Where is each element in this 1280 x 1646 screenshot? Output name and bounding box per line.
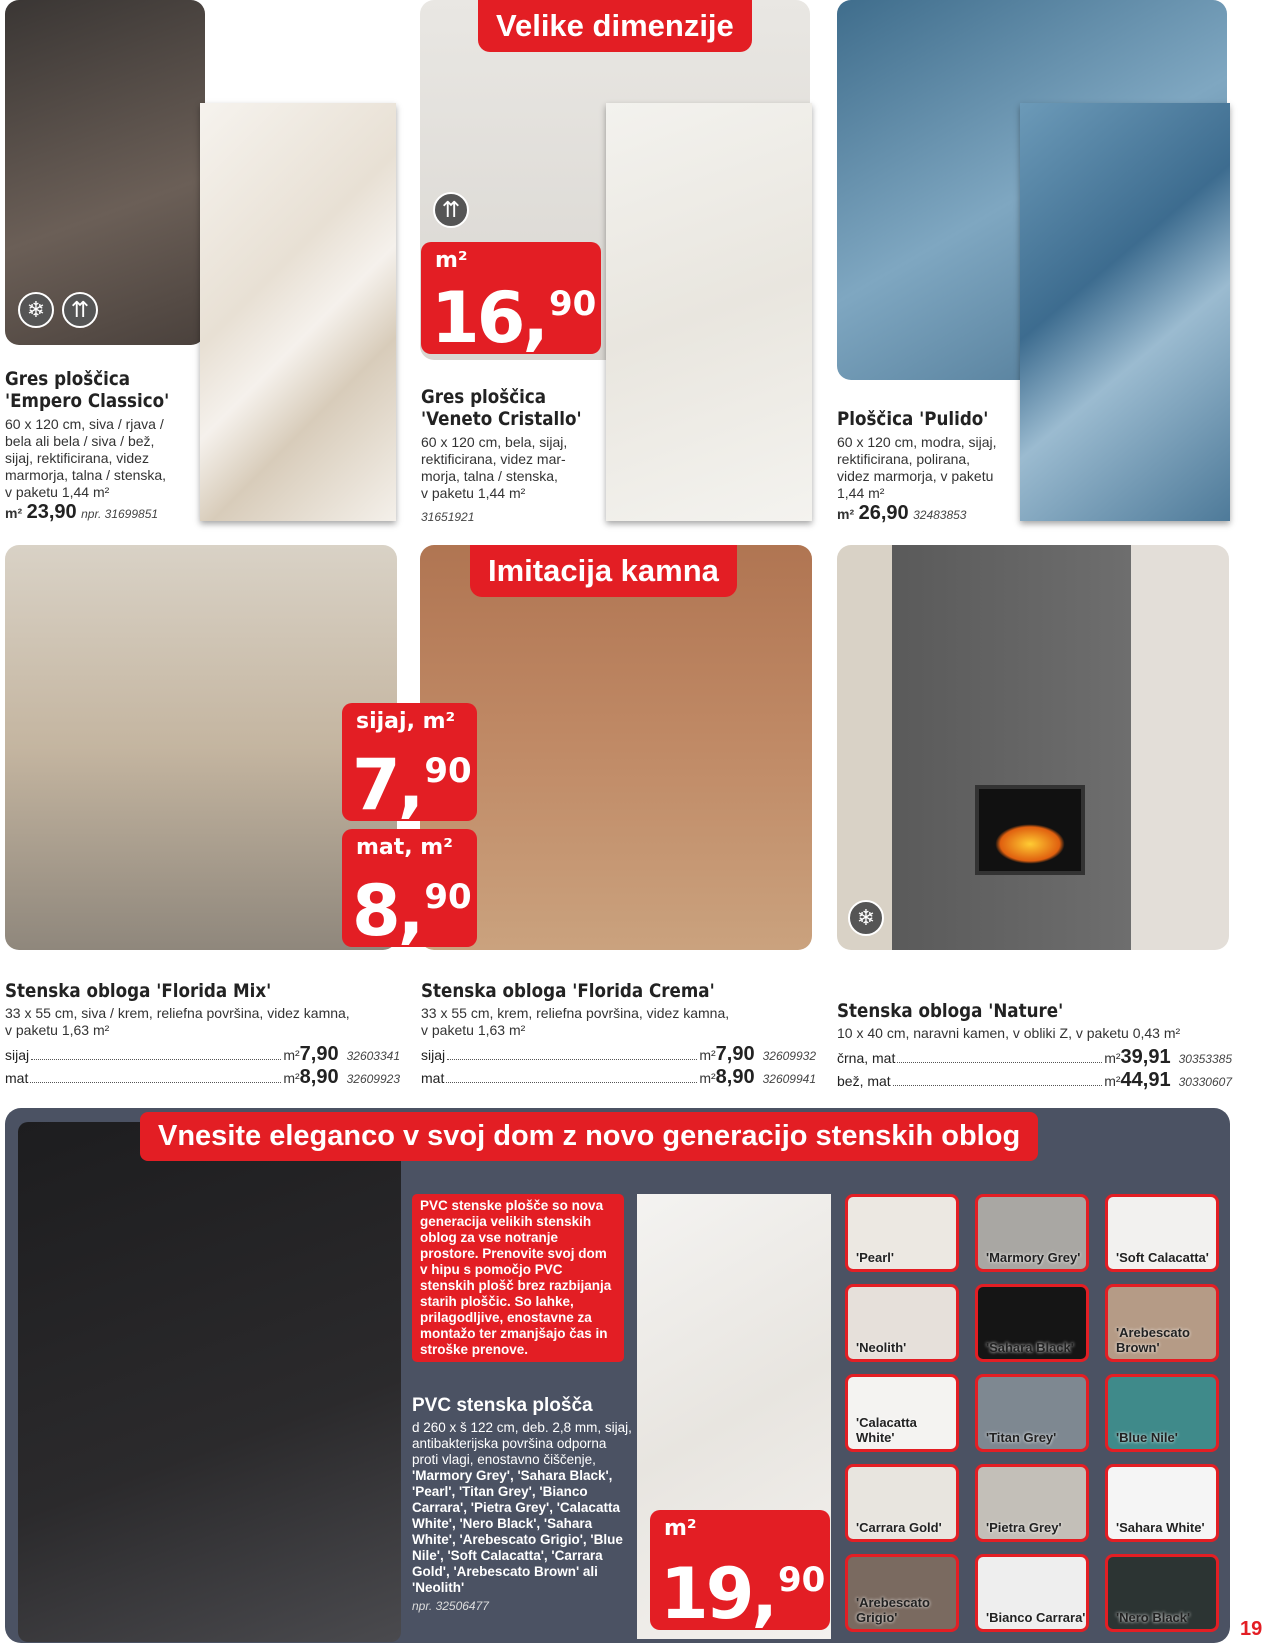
swatch-soft-calacatta: 'Soft Calacatta' [1105, 1194, 1219, 1272]
swatch-nero-black: 'Nero Black' [1105, 1554, 1219, 1632]
nature-image [837, 545, 1229, 950]
product-empero: Gres ploščica 'Empero Classico' 60 x 120 cm, siva / rjava / bela ali bela / siva / bež, sijaj, rektificirana, videz marmorja, talna / stenska, v paketu 1,44 m² m² 23,90 npr. 31699851 [5, 368, 170, 523]
snowflake-icon: ❄ [848, 900, 884, 936]
empero-tile-image [200, 103, 396, 521]
swatch-marmory-grey: 'Marmory Grey' [975, 1194, 1089, 1272]
product-pulido: Ploščica 'Pulido' 60 x 120 cm, modra, sijaj, rektificirana, polirana, videz marmorja, v paketu 1,44 m² m² 26,90 32483853 [837, 408, 997, 524]
variant-row: sijaj m² 7,90 32603341 [5, 1043, 400, 1065]
swatch-sahara-black: 'Sahara Black' [975, 1284, 1089, 1362]
variant-row: črna, mat m² 39,91 30353385 [837, 1046, 1232, 1068]
florida-crema-image [420, 545, 812, 950]
product-nature: Stenska obloga 'Nature' 10 x 40 cm, naravni kamen, v obliki Z, v paketu 0,43 m² črna, mat m² 39,91 30353385 bež, mat m² 44,91 30330607 [837, 1000, 1232, 1091]
panel-intro: PVC stenske plošče so nova generacija velikih stenskih oblog za vse notranje prostore. Prenovite svoj dom v hipu s pomočjo PVC stenskih plošč brez razbijanja starih ploščic. So lahke, prilagodljive, enostavne za montažo ter zmanjšajo čas in stroške prenove. [412, 1194, 624, 1362]
pulido-tile-image [1020, 103, 1230, 521]
swatch-arebescato-grigio: 'Arebescato Grigio' [845, 1554, 959, 1632]
product-florida-mix: Stenska obloga 'Florida Mix' 33 x 55 cm, siva / krem, reliefna površina, videz kamna, v paketu 1,63 m² sijaj m² 7,90 32603341 mat m² 8,90 32609923 [5, 980, 400, 1088]
panel-product: PVC stenska plošča d 260 x š 122 cm, deb. 2,8 mm, sijaj, antibakterijska površina odporna proti vlagi, enostavno čiščenje, 'Marmory Grey', 'Sahara Black', 'Pearl', 'Titan Grey', 'Bianco Carrara', 'Pietra Grey', 'Calacatta White', 'Nero Black', 'Sahara White', 'Arebescato Grigio', 'Blue Nile', 'Soft Calacatta', 'Carrara Gold', 'Arebescato Brown' ali 'Neolith' npr. 32506477 [412, 1395, 632, 1613]
price-badge-mat: mat, m² 8, 90 [342, 829, 477, 947]
swatch-neolith: 'Neolith' [845, 1284, 959, 1362]
swatch-calacatta-white: 'Calacatta White' [845, 1374, 959, 1452]
swatch-blue-nile: 'Blue Nile' [1105, 1374, 1219, 1452]
swatch-bianco-carrara: 'Bianco Carrara' [975, 1554, 1089, 1632]
variant-row: mat m² 8,90 32609923 [5, 1066, 400, 1088]
bathroom-image [18, 1122, 401, 1642]
variant-row: mat m² 8,90 32609941 [421, 1066, 816, 1088]
swatch-sahara-white: 'Sahara White' [1105, 1464, 1219, 1542]
panel-headline: Vnesite eleganco v svoj dom z novo generacijo stenskih oblog [140, 1112, 1038, 1161]
price-badge-pvc: m² 19, 90 [650, 1510, 830, 1630]
underfloor-heating-icon: ⇈ [62, 292, 98, 328]
fireplace-flame [975, 785, 1085, 875]
product-florida-crema: Stenska obloga 'Florida Crema' 33 x 55 cm, krem, reliefna površina, videz kamna, v paketu 1,63 m² sijaj m² 7,90 32609932 mat m² 8,90 32609941 [421, 980, 816, 1088]
swatch-arebescato-brown: 'Arebescato Brown' [1105, 1284, 1219, 1362]
price-badge-sijaj: sijaj, m² 7, 90 [342, 703, 477, 821]
product-veneto: Gres ploščica 'Veneto Cristallo' 60 x 120 cm, bela, sijaj, rektificirana, videz mar- morja, talna / stenska, v paketu 1,44 m² 31651921 [421, 386, 582, 524]
swatch-titan-grey: 'Titan Grey' [975, 1374, 1089, 1452]
ribbon-imitacija-kamna: Imitacija kamna [470, 545, 737, 597]
swatch-carrara-gold: 'Carrara Gold' [845, 1464, 959, 1542]
variant-row: sijaj m² 7,90 32609932 [421, 1043, 816, 1065]
swatch-pearl: 'Pearl' [845, 1194, 959, 1272]
ribbon-velike-dimenzije: Velike dimenzije [478, 0, 752, 52]
veneto-tile-image [606, 103, 812, 521]
florida-mix-image [5, 545, 397, 950]
swatch-pietra-grey: 'Pietra Grey' [975, 1464, 1089, 1542]
snowflake-icon: ❄ [18, 292, 54, 328]
page-number: 19 [1240, 1618, 1263, 1640]
underfloor-heating-icon: ⇈ [433, 192, 469, 228]
variant-row: bež, mat m² 44,91 30330607 [837, 1069, 1232, 1091]
price-badge-veneto: m² 16, 90 [421, 242, 601, 354]
